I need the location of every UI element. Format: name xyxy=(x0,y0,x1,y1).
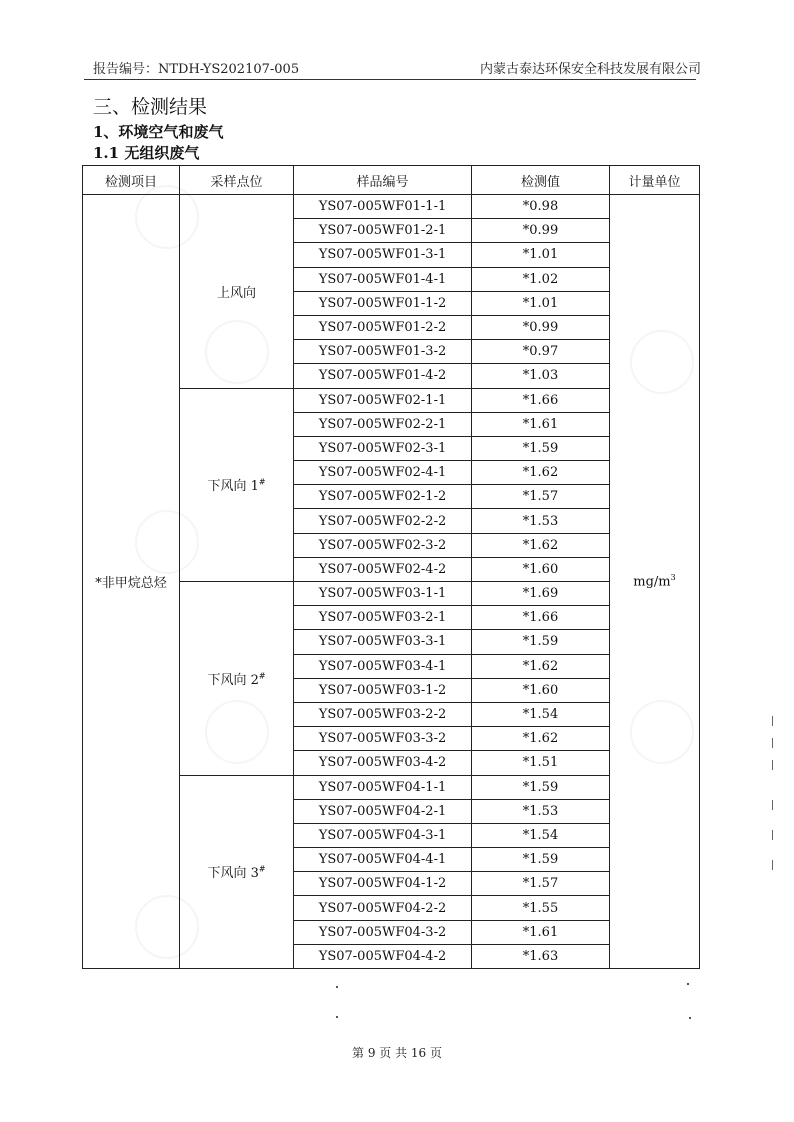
test-value-cell: *1.61 xyxy=(472,920,610,944)
sample-id-cell: YS07-005WF03-4-1 xyxy=(294,654,472,678)
sample-id-cell: YS07-005WF01-3-2 xyxy=(294,340,472,364)
header-cell-point: 采样点位 xyxy=(180,166,294,195)
subsection-title: 1、环境空气和废气 xyxy=(93,123,224,141)
test-value-cell: *1.62 xyxy=(472,654,610,678)
sample-id-cell: YS07-005WF04-1-1 xyxy=(294,775,472,799)
test-value-cell: *1.69 xyxy=(472,582,610,606)
scan-mark xyxy=(772,760,779,770)
sampling-point-label: 下风向 2 xyxy=(207,672,259,688)
sample-id-cell: YS07-005WF04-1-2 xyxy=(294,872,472,896)
sample-id-cell: YS07-005WF02-4-1 xyxy=(294,461,472,485)
test-value-cell: *1.57 xyxy=(472,485,610,509)
sample-id-cell: YS07-005WF01-3-1 xyxy=(294,243,472,267)
sample-id-cell: YS07-005WF02-1-1 xyxy=(294,388,472,412)
sample-id-cell: YS07-005WF03-4-2 xyxy=(294,751,472,775)
test-value-cell: *1.59 xyxy=(472,775,610,799)
test-value-cell: *1.60 xyxy=(472,557,610,581)
test-value-cell: *1.55 xyxy=(472,896,610,920)
test-value-cell: *1.62 xyxy=(472,461,610,485)
header-divider xyxy=(84,79,696,80)
sample-id-cell: YS07-005WF03-3-2 xyxy=(294,727,472,751)
sample-id-cell: YS07-005WF04-4-1 xyxy=(294,848,472,872)
test-item-cell: *非甲烷总烃 xyxy=(83,195,180,969)
sample-id-cell: YS07-005WF04-3-1 xyxy=(294,823,472,847)
test-value-cell: *0.97 xyxy=(472,340,610,364)
sampling-point-label: 上风向 xyxy=(216,285,256,301)
test-value-cell: *1.02 xyxy=(472,267,610,291)
page-header xyxy=(93,58,701,77)
sampling-point-cell xyxy=(180,195,294,389)
sample-id-cell: YS07-005WF02-2-1 xyxy=(294,412,472,436)
header-cell-unit: 计量单位 xyxy=(610,166,700,195)
header-cell-sample: 样品编号 xyxy=(294,166,472,195)
sample-id-cell: YS07-005WF03-1-2 xyxy=(294,678,472,702)
page-number: 第 9 页 共 16 页 xyxy=(352,1046,442,1060)
company-name: 内蒙古泰达环保安全科技发展有限公司 xyxy=(479,62,701,77)
table-row xyxy=(83,195,700,219)
sample-id-cell: YS07-005WF01-4-2 xyxy=(294,364,472,388)
sampling-point-label: 下风向 1 xyxy=(207,479,259,495)
test-value-cell: *0.99 xyxy=(472,315,610,339)
scan-dot xyxy=(336,1016,338,1018)
sample-id-cell: YS07-005WF01-4-1 xyxy=(294,267,472,291)
scan-dot xyxy=(689,1017,691,1019)
sample-id-cell: YS07-005WF03-3-1 xyxy=(294,630,472,654)
test-value-cell: *1.59 xyxy=(472,630,610,654)
sample-id-cell: YS07-005WF03-1-1 xyxy=(294,582,472,606)
test-value-cell: *1.62 xyxy=(472,727,610,751)
test-value-cell: *1.66 xyxy=(472,606,610,630)
test-value-cell: *1.63 xyxy=(472,944,610,968)
test-value-cell: *1.59 xyxy=(472,848,610,872)
sampling-point-mark: # xyxy=(258,477,266,487)
subsubsection-title: 1.1 无组织废气 xyxy=(93,144,200,162)
scan-mark xyxy=(772,800,779,810)
header-cell-value: 检测值 xyxy=(472,166,610,195)
test-value-cell: *1.53 xyxy=(472,799,610,823)
sampling-point-cell xyxy=(180,775,294,969)
sample-id-cell: YS07-005WF01-1-2 xyxy=(294,291,472,315)
test-value-cell: *1.51 xyxy=(472,751,610,775)
test-value-cell: *1.57 xyxy=(472,872,610,896)
sample-id-cell: YS07-005WF02-3-1 xyxy=(294,436,472,460)
test-value-cell: *1.01 xyxy=(472,243,610,267)
test-value-cell: *1.54 xyxy=(472,823,610,847)
header-cell-item: 检测项目 xyxy=(83,166,180,195)
sampling-point-mark: # xyxy=(258,671,266,681)
sample-id-cell: YS07-005WF02-1-2 xyxy=(294,485,472,509)
unit-label: mg/m xyxy=(633,574,671,590)
sample-id-cell: YS07-005WF02-4-2 xyxy=(294,557,472,581)
section-title: 三、检测结果 xyxy=(93,96,208,118)
scan-mark xyxy=(772,716,779,726)
test-value-cell: *1.54 xyxy=(472,702,610,726)
test-value-cell: *1.03 xyxy=(472,364,610,388)
sample-id-cell: YS07-005WF04-2-1 xyxy=(294,799,472,823)
sampling-point-mark: # xyxy=(258,864,266,874)
sampling-point-cell xyxy=(180,388,294,582)
table-body xyxy=(83,195,700,969)
test-value-cell: *1.59 xyxy=(472,436,610,460)
test-value-cell: *1.01 xyxy=(472,291,610,315)
sample-id-cell: YS07-005WF04-3-2 xyxy=(294,920,472,944)
scan-dot xyxy=(336,986,338,988)
scan-dot xyxy=(687,983,689,985)
test-value-cell: *0.98 xyxy=(472,195,610,219)
test-value-cell: *1.60 xyxy=(472,678,610,702)
sampling-point-label: 下风向 3 xyxy=(207,866,259,882)
scan-mark xyxy=(772,830,779,840)
sample-id-cell: YS07-005WF01-1-1 xyxy=(294,195,472,219)
sample-id-cell: YS07-005WF03-2-1 xyxy=(294,606,472,630)
scan-mark xyxy=(772,860,779,870)
sample-id-cell: YS07-005WF04-4-2 xyxy=(294,944,472,968)
sample-id-cell: YS07-005WF03-2-2 xyxy=(294,702,472,726)
test-value-cell: *1.53 xyxy=(472,509,610,533)
scan-mark xyxy=(772,738,779,748)
results-table xyxy=(82,165,700,969)
sampling-point-cell xyxy=(180,582,294,776)
sample-id-cell: YS07-005WF01-2-1 xyxy=(294,219,472,243)
report-number: 报告编号：NTDH-YS202107-005 xyxy=(93,62,300,77)
sample-id-cell: YS07-005WF02-2-2 xyxy=(294,509,472,533)
unit-exponent: 3 xyxy=(670,573,676,583)
test-value-cell: *0.99 xyxy=(472,219,610,243)
unit-cell xyxy=(610,195,700,969)
test-value-cell: *1.62 xyxy=(472,533,610,557)
sample-id-cell: YS07-005WF02-3-2 xyxy=(294,533,472,557)
test-value-cell: *1.61 xyxy=(472,412,610,436)
table-header-row xyxy=(83,166,700,195)
sample-id-cell: YS07-005WF01-2-2 xyxy=(294,315,472,339)
sample-id-cell: YS07-005WF04-2-2 xyxy=(294,896,472,920)
test-value-cell: *1.66 xyxy=(472,388,610,412)
